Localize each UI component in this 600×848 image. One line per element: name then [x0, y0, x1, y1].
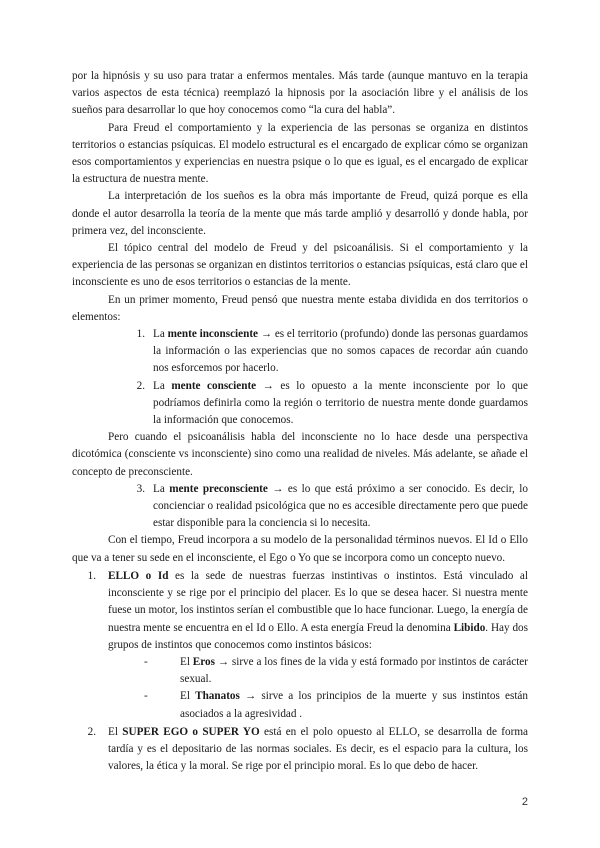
list-number: 3.: [136, 482, 145, 495]
territories-list: [72, 326, 528, 429]
list-number: 2.: [87, 725, 96, 738]
instinct-item-eros: - El Eros → sirve a los fines de la vida y está formado por instintos de carácter sexual.: [108, 654, 528, 688]
term-super-ego: SUPER EGO o SUPER YO: [122, 725, 260, 738]
term-libido: Libido: [453, 621, 486, 634]
list-item-ello: 1. ELLO o Id es la sede de nuestras fuerzas instintivas o instintos. Está vinculado al inconsciente y se rige por el principio del placer. Es lo que se desea hacer. Si nuestra mente fuese un motor, los instintos serían el combustible que lo hace funcionar. Luego, la energía de nuestra mente se encuentra en el Id o Ello. A esta energía Freud la denomina Libido. Hay dos grupos de instintos que conocemos como instintos básicos: - El Eros → sirve a los fines de la vida y está formado por instintos de carácter sexual. - El Thanatos → sirve a los principios de la muerte y sus instintos están asociados a la agresividad .: [72, 568, 528, 723]
dash-bullet: -: [144, 655, 148, 668]
term-ello-id: ELLO o Id: [108, 569, 169, 582]
paragraph-levels: Pero cuando el psicoanálisis habla del inconsciente no lo hace desde una perspectiva dicotómica (consciente vs inconsciente) sino como una realidad de niveles. Más adelante, se añade el concepto de preconsciente.: [72, 431, 528, 478]
paragraph-first-moment: En un primer momento, Freud pensó que nuestra mente estaba dividida en dos territorios o elementos:: [72, 293, 528, 323]
list-item-unconscious: 1. La mente inconsciente → es el territorio (profundo) donde las personas guardamos la información o las experiencias que no somos capaces de recordar aún cuando nos esforcemos por hacerlo.: [72, 326, 528, 378]
structures-list: [72, 568, 528, 775]
instinct-item-thanatos: - El Thanatos → sirve a los principios de la muerte y sus instintos están asociados a la agresividad .: [108, 688, 528, 722]
paragraph-dream-interpretation: La interpretación de los sueños es la obra más importante de Freud, quizá porque es ella donde el autor desarrolla la teoría de la mente que más tarde amplió y desarrolló y donde habla, por primera vez, del inconsciente.: [72, 190, 528, 237]
paragraph-new-terms: Con el tiempo, Freud incorpora a su modelo de la personalidad términos nuevos. El Id o Ello que va a tener su sede en el inconsciente, el Ego o Yo que se incorpora como un concepto nuevo.: [72, 534, 528, 564]
list-item-superyo: 2. El SUPER EGO o SUPER YO está en el polo opuesto al ELLO, se desarrolla de forma tardía y es el depositario de las normas sociales. Es decir, es el espacio para la cultura, los valores, la ética y la moral. Se rige por el principio moral. Es lo que debo de hacer.: [72, 724, 528, 776]
paragraph-hypnosis: por la hipnósis y su uso para tratar a enfermos mentales. Más tarde (aunque mantuvo en la terapia varios aspectos de esta técnica) reemplazó la hipnosis por la asociación libre y el análisis de los sueños para desarrollar lo que hoy conocemos como “la cura del habla”.: [72, 70, 528, 117]
list-number: 1.: [136, 328, 145, 341]
page-body: [72, 68, 528, 775]
term-thanatos: Thanatos: [195, 690, 240, 703]
list-item-conscious: 2. La mente consciente → es lo opuesto a la mente inconsciente por lo que podríamos definirla como la región o territorio de nuestra mente donde guardamos la información que conocemos.: [72, 378, 528, 430]
term-eros: Eros: [192, 655, 215, 668]
term-conscious-mind: mente consciente: [171, 379, 257, 392]
term-unconscious-mind: mente inconsciente: [167, 328, 259, 341]
preconscious-list: [72, 481, 528, 533]
dash-bullet: -: [144, 690, 148, 703]
list-number: 1.: [87, 569, 96, 582]
paragraph-structural-model: Para Freud el comportamiento y la experiencia de las personas se organiza en distintos territorios o estancias psíquicas. El modelo estructural es el encargado de explicar cómo se organizan esos comportamientos y experiencias en nuestra psique o lo que es igual, es el encargado de explicar la estructura de nuestra mente.: [72, 121, 528, 186]
list-number: 2.: [136, 379, 145, 392]
page-number: 2: [521, 796, 528, 808]
term-preconscious-mind: mente preconsciente: [169, 482, 268, 495]
paragraph-unconscious-topic: El tópico central del modelo de Freud y del psicoanálisis. Si el comportamiento y la experiencia de las personas se organizan en distintos territorios o estancias psíquicas, está claro que el inconsciente es uno de esos territorios o estancias de la mente.: [72, 242, 528, 289]
list-item-preconscious: 3. La mente preconsciente → es lo que está próximo a ser conocido. Es decir, lo concienciar o realidad psicológica que no es accesible directamente pero que puede estar disponible para la conciencia si lo necesita.: [72, 481, 528, 533]
